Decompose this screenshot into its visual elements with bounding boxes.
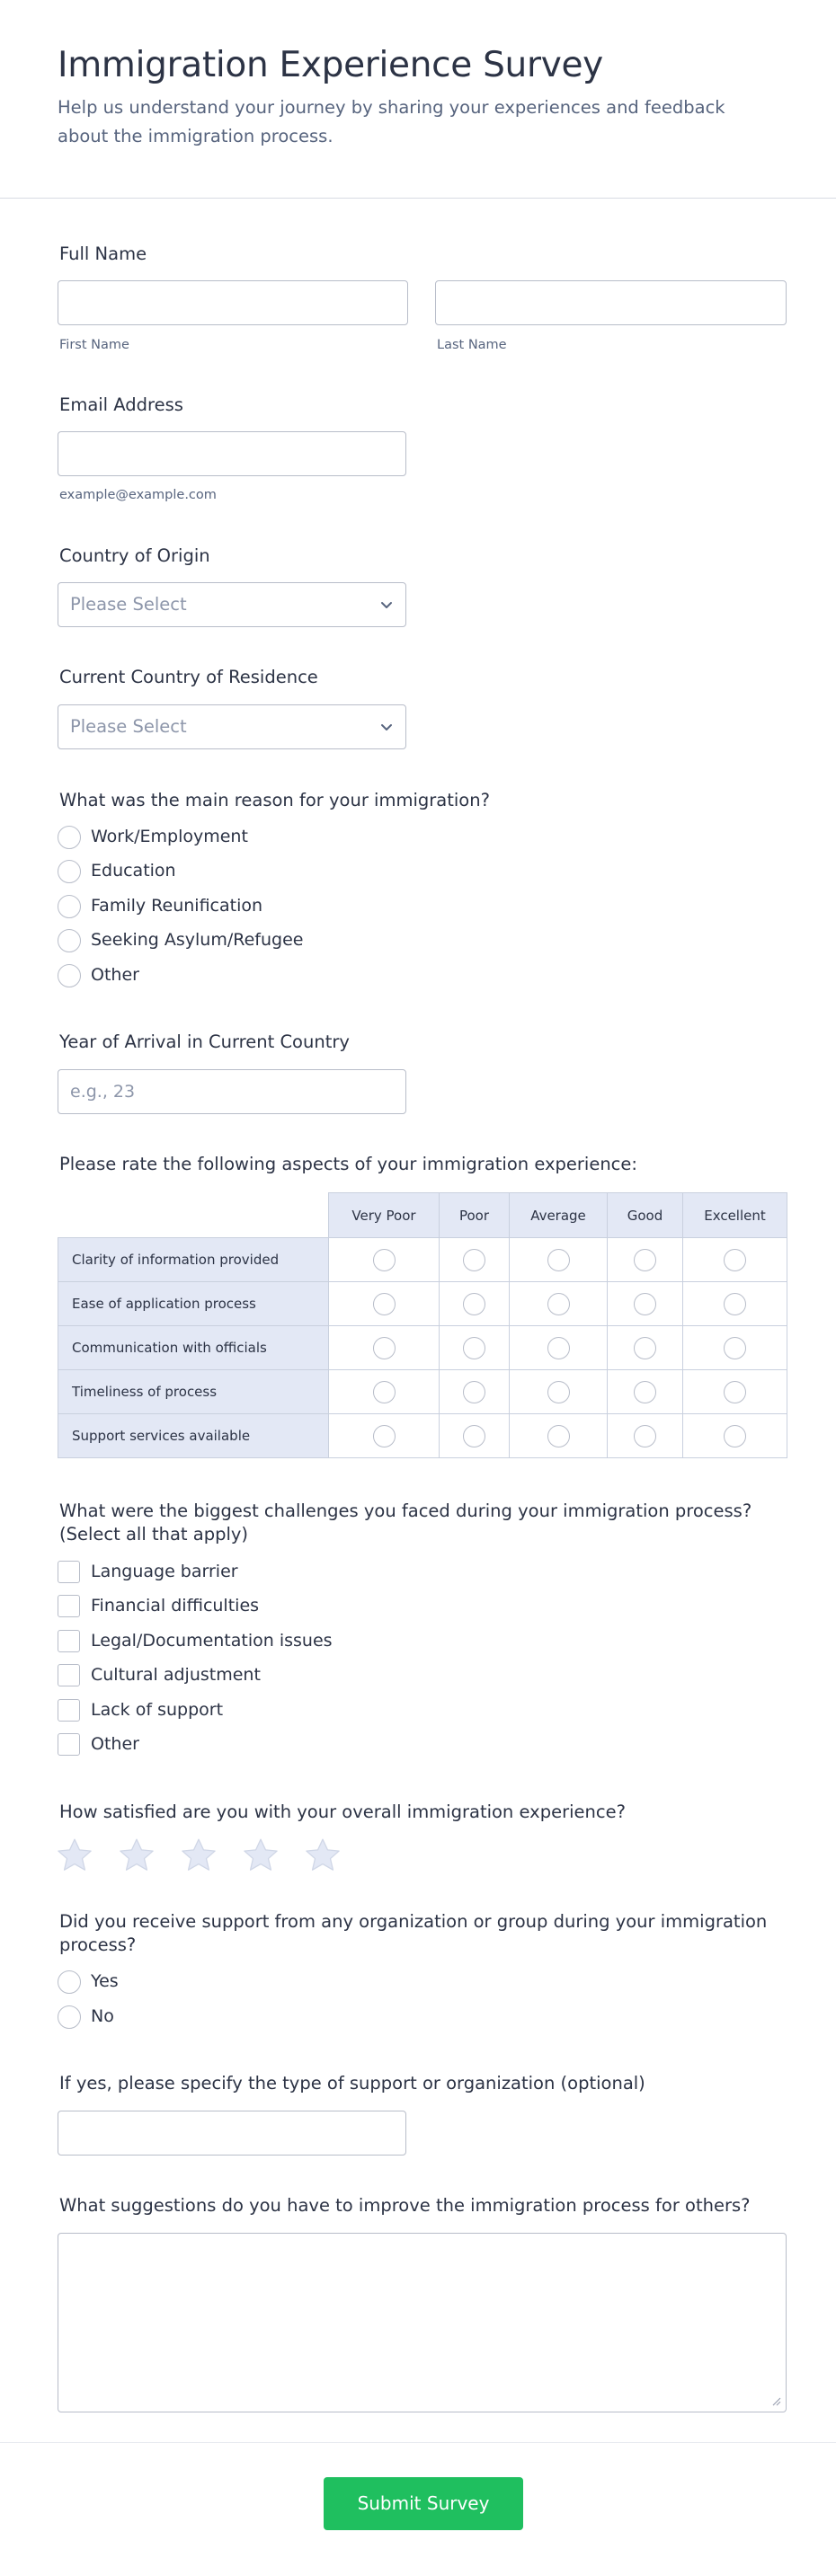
radio-button[interactable] [58,1970,81,1994]
matrix-cell[interactable] [510,1414,608,1458]
star-icon[interactable] [304,1837,342,1874]
rating-label: Please rate the following aspects of your immigration experience: [59,1154,637,1174]
radio-button[interactable] [373,1381,396,1403]
support-specify-label: If yes, please specify the type of support or organization (optional) [59,2073,645,2094]
matrix-cell[interactable] [440,1414,510,1458]
checkbox[interactable] [58,1630,80,1652]
radio-button[interactable] [547,1249,570,1271]
matrix-cell[interactable] [608,1282,683,1326]
star-icon[interactable] [56,1837,93,1874]
reason-option-label: Work/Employment [91,827,248,846]
country-residence-placeholder: Please Select [70,716,187,737]
email-label: Email Address [59,394,183,415]
matrix-row [58,1238,787,1282]
radio-button[interactable] [547,1381,570,1403]
matrix-cell[interactable] [683,1370,787,1414]
page-title: Immigration Experience Survey [58,45,603,85]
challenge-option-label: Legal/Documentation issues [91,1631,333,1651]
matrix-cell[interactable] [440,1282,510,1326]
radio-button[interactable] [724,1249,746,1271]
matrix-cell[interactable] [440,1326,510,1370]
radio-button[interactable] [724,1381,746,1403]
radio-button[interactable] [724,1293,746,1315]
year-arrival-input[interactable] [58,1069,406,1114]
matrix-cell[interactable] [329,1414,440,1458]
matrix-cell[interactable] [440,1238,510,1282]
radio-button[interactable] [373,1425,396,1447]
rating-matrix [58,1192,787,1458]
chevron-down-icon [378,718,396,736]
star-icon[interactable] [242,1837,280,1874]
checkbox[interactable] [58,1699,80,1722]
reason-label: What was the main reason for your immigration? [59,790,490,810]
reason-option-label: Education [91,861,176,881]
support-option-label: Yes [91,1971,119,1991]
support-label: Did you receive support from any organization or group during your immigration process? [59,1911,768,1955]
support-specify-input[interactable] [58,2111,406,2156]
matrix-cell[interactable] [683,1326,787,1370]
challenge-option-label: Cultural adjustment [91,1665,261,1685]
radio-button[interactable] [634,1249,656,1271]
star-icon[interactable] [118,1837,156,1874]
radio-button[interactable] [463,1381,485,1403]
challenge-option-label: Other [91,1734,139,1754]
country-residence-label: Current Country of Residence [59,667,318,687]
matrix-cell[interactable] [608,1370,683,1414]
matrix-row [58,1326,787,1370]
radio-button[interactable] [58,860,81,883]
matrix-cell[interactable] [329,1370,440,1414]
radio-button[interactable] [463,1425,485,1447]
country-origin-select[interactable] [58,582,406,627]
radio-button[interactable] [463,1293,485,1315]
matrix-row-label: Clarity of information provided [58,1238,329,1282]
reason-option-label: Seeking Asylum/Refugee [91,930,304,950]
radio-button[interactable] [58,929,81,952]
radio-button[interactable] [373,1337,396,1359]
form-header [0,0,836,199]
first-name-input[interactable] [58,280,408,325]
radio-button[interactable] [58,895,81,918]
radio-button[interactable] [373,1293,396,1315]
matrix-row-label: Ease of application process [58,1282,329,1326]
last-name-input[interactable] [435,280,787,325]
matrix-cell[interactable] [510,1282,608,1326]
matrix-column-header: Excellent [683,1193,787,1238]
matrix-column-header: Average [510,1193,608,1238]
matrix-column-header: Good [608,1193,683,1238]
radio-button[interactable] [634,1293,656,1315]
matrix-cell[interactable] [608,1326,683,1370]
matrix-cell[interactable] [510,1370,608,1414]
matrix-corner [58,1193,329,1238]
suggestions-label: What suggestions do you have to improve the immigration process for others? [59,2195,751,2216]
satisfaction-label: How satisfied are you with your overall immigration experience? [59,1801,626,1822]
suggestions-textarea[interactable] [58,2233,787,2412]
email-sublabel: example@example.com [59,488,217,502]
support-option-label: No [91,2006,114,2026]
checkbox[interactable] [58,1561,80,1583]
radio-button[interactable] [547,1337,570,1359]
challenge-option-label: Financial difficulties [91,1596,260,1616]
radio-button[interactable] [547,1293,570,1315]
challenge-option-label: Language barrier [91,1562,238,1581]
matrix-row-label: Timeliness of process [58,1370,329,1414]
matrix-cell[interactable] [510,1326,608,1370]
radio-button[interactable] [463,1249,485,1271]
submit-survey-button[interactable]: Submit Survey [324,2477,523,2530]
radio-button[interactable] [373,1249,396,1271]
matrix-cell[interactable] [510,1238,608,1282]
country-origin-placeholder: Please Select [70,594,187,615]
matrix-cell[interactable] [608,1238,683,1282]
matrix-cell[interactable] [329,1326,440,1370]
reason-option-label: Family Reunification [91,896,263,916]
matrix-cell[interactable] [683,1414,787,1458]
challenge-option-label: Lack of support [91,1700,224,1720]
resize-grip-icon[interactable] [770,2395,781,2406]
radio-button[interactable] [634,1381,656,1403]
matrix-cell[interactable] [683,1238,787,1282]
matrix-cell[interactable] [329,1238,440,1282]
email-field[interactable] [58,431,406,476]
radio-button[interactable] [58,2005,81,2029]
matrix-cell[interactable] [440,1370,510,1414]
checkbox[interactable] [58,1664,80,1686]
matrix-row-label: Support services available [58,1414,329,1458]
matrix-column-header: Poor [440,1193,510,1238]
radio-button[interactable] [463,1337,485,1359]
matrix-row-label: Communication with officials [58,1326,329,1370]
matrix-cell[interactable] [608,1414,683,1458]
form-footer [0,2442,836,2576]
first-name-sublabel: First Name [59,338,129,352]
matrix-row [58,1414,787,1458]
year-arrival-label: Year of Arrival in Current Country [59,1031,350,1052]
matrix-cell[interactable] [683,1282,787,1326]
matrix-row [58,1370,787,1414]
radio-button[interactable] [724,1425,746,1447]
radio-button[interactable] [58,964,81,987]
star-icon[interactable] [180,1837,218,1874]
page-subtitle: Help us understand your journey by sharing your experiences and feedback about the immigration process. [58,97,725,146]
matrix-cell[interactable] [329,1282,440,1326]
country-origin-label: Country of Origin [59,545,210,566]
matrix-row [58,1282,787,1326]
chevron-down-icon [378,596,396,614]
matrix-column-header: Very Poor [329,1193,440,1238]
challenges-label: What were the biggest challenges you faced during your immigration process? (Select all that apply) [59,1500,752,1545]
radio-button[interactable] [634,1425,656,1447]
full-name-label: Full Name [59,243,147,264]
radio-button[interactable] [58,826,81,849]
radio-button[interactable] [634,1337,656,1359]
checkbox[interactable] [58,1733,80,1756]
last-name-sublabel: Last Name [437,338,507,352]
radio-button[interactable] [724,1337,746,1359]
checkbox[interactable] [58,1595,80,1617]
country-residence-select[interactable] [58,704,406,749]
radio-button[interactable] [547,1425,570,1447]
reason-option-label: Other [91,965,139,985]
